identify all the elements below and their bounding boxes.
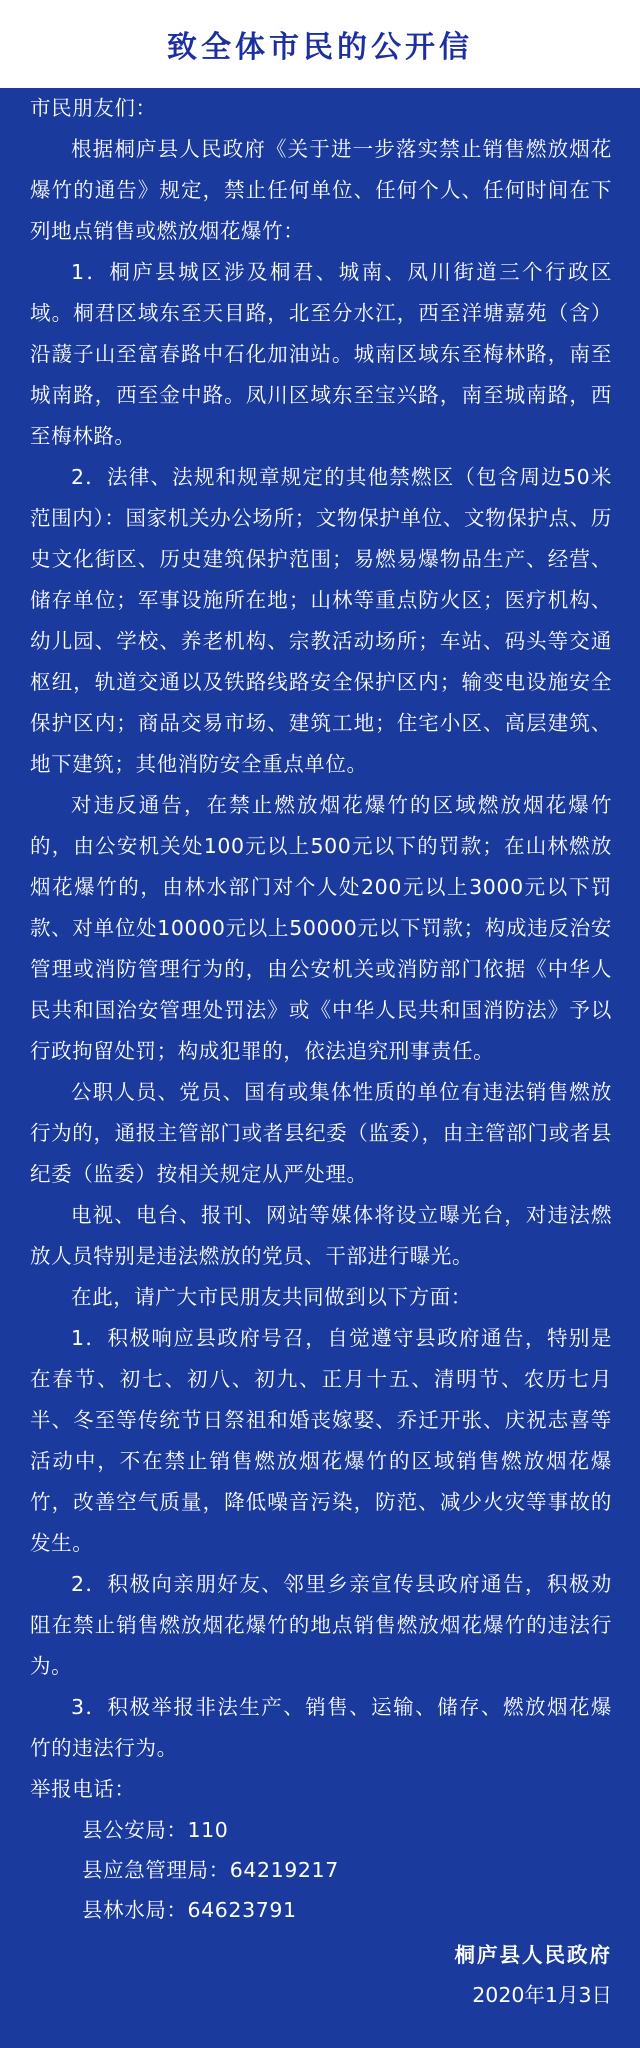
paragraph-media: 电视、电台、报刊、网站等媒体将设立曝光台，对违法燃放人员特别是违法燃放的党员、干部进行曝光。	[30, 1203, 612, 1268]
paragraph-area-1: 1．桐庐县城区涉及桐君、城南、凤川街道三个行政区域。桐君区域东至天目路，北至分水江，西至洋塘嘉苑（含）沿蘐子山至富春路中石化加油站。城南区域东至梅林路，南至城南路，西至金中路。凤川区域东至宝兴路，南至城南路，西至梅林路。	[30, 260, 612, 448]
paragraph-appeal-1: 1．积极响应县政府号召，自觉遵守县政府通告，特别是在春节、初七、初八、初九、正月十五、清明节、农历七月半、冬至等传统节日祭祖和婚丧嫁娶、乔迁开张、庆祝志喜等活动中，不在禁止销售燃放烟花爆竹的区域销售燃放烟花爆竹，改善空气质量，降低噪音污染，防范、减少火灾等事故的发生。	[30, 1326, 612, 1555]
paragraph-officials: 公职人员、党员、国有或集体性质的单位有违法销售燃放行为的，通报主管部门或者县纪委（监委），由主管部门或者县纪委（监委）按相关规定从严处理。	[30, 1080, 612, 1186]
phone-police: 县公安局：110	[82, 1818, 229, 1842]
signature-date: 2020年1月3日	[472, 1983, 612, 2007]
greeting: 市民朋友们：	[30, 96, 157, 120]
letter-body	[30, 88, 612, 1930]
paragraph-appeal: 在此，请广大市民朋友共同做到以下方面：	[71, 1285, 472, 1309]
paragraph-appeal-3: 3．积极举报非法生产、销售、运输、储存、燃放烟花爆竹的违法行为。	[30, 1695, 612, 1760]
phone-forestry: 县林水局：64623791	[82, 1898, 297, 1922]
paragraph-area-2: 2．法律、法规和规章规定的其他禁燃区（包含周边50米范围内）：国家机关办公场所；文物保护单位、文物保护点、历史文化街区、历史建筑保护范围；易燃易爆物品生产、经营、储存单位；军事设施所在地；山林等重点防火区；医疗机构、幼儿园、学校、养老机构、宗教活动场所；车站、码头等交通枢纽，轨道交通以及铁路线路安全保护区内；输变电设施安全保护区内；商品交易市场、建筑工地；住宅小区、高层建筑、地下建筑；其他消防安全重点单位。	[30, 465, 612, 776]
page-title: 致全体市民的公开信	[167, 30, 473, 65]
signature-org: 桐庐县人民政府	[454, 1943, 612, 1967]
paragraph-appeal-2: 2．积极向亲朋好友、邻里乡亲宣传县政府通告，积极劝阻在禁止销售燃放烟花爆竹的地点销售燃放烟花爆竹的违法行为。	[30, 1572, 612, 1678]
contact-label: 举报电话：	[30, 1777, 136, 1801]
title-banner	[0, 0, 640, 88]
phone-emergency: 县应急管理局：64219217	[82, 1858, 339, 1882]
paragraph-penalties: 对违反通告，在禁止燃放烟花爆竹的区域燃放烟花爆竹的，由公安机关处100元以上500元以下的罚款；在山林燃放烟花爆竹的，由林水部门对个人处200元以上3000元以下罚款、对单位处10000元以上50000元以下罚款；构成违反治安管理或消防管理行为的，由公安机关或消防部门依据《中华人民共和国治安管理处罚法》或《中华人民共和国消防法》予以行政拘留处罚；构成犯罪的，依法追究刑事责任。	[30, 793, 612, 1063]
paragraph-intro: 根据桐庐县人民政府《关于进一步落实禁止销售燃放烟花爆竹的通告》规定，禁止任何单位、任何个人、任何时间在下列地点销售或燃放烟花爆竹：	[30, 137, 612, 243]
signature-block	[455, 1935, 613, 2015]
phone-list	[30, 1810, 612, 1930]
